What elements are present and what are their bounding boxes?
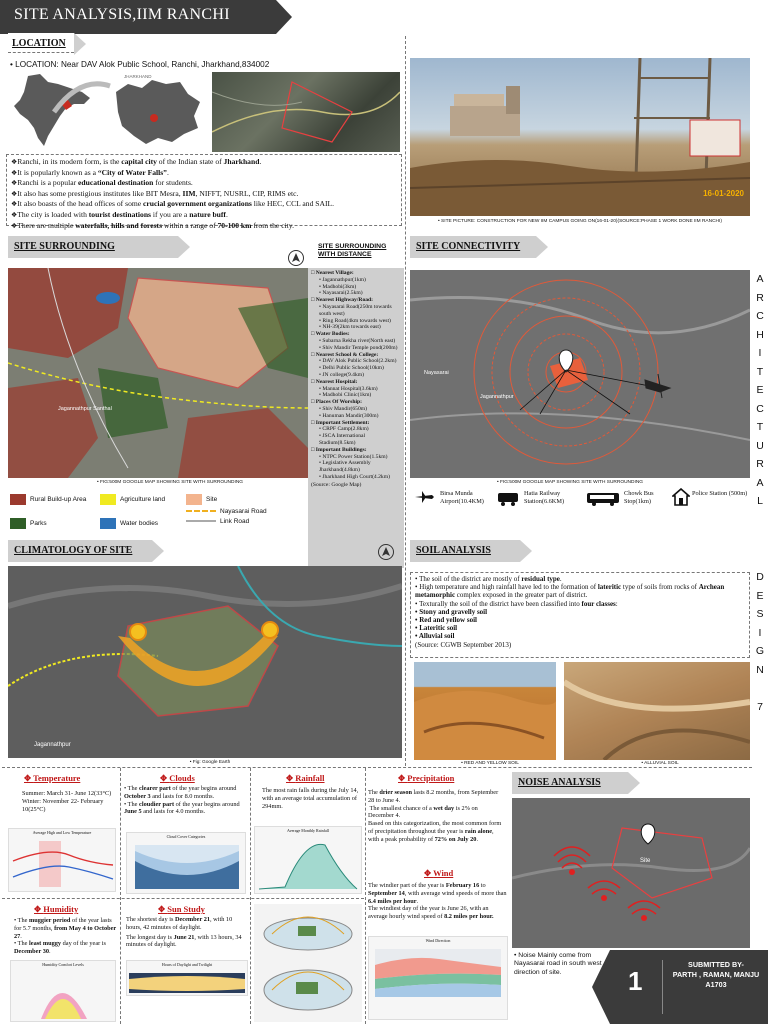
divider	[250, 768, 251, 1024]
airport-label: Birsa Munda Airport(10.4KM)	[440, 490, 484, 505]
distance-item: • Subarna Rekha river(North east)	[319, 337, 396, 344]
sheet-number: 1	[628, 966, 643, 996]
chart-title: Humidity Comfort Levels	[42, 962, 84, 967]
clouds-title: ✥ Clouds	[160, 773, 195, 783]
climatology-heading: CLIMATOLOGY OF SITE	[8, 540, 152, 562]
soil-bullet-1: • The soil of the district are mostly of residual type.	[415, 575, 562, 583]
connectivity-legend	[412, 488, 752, 512]
distance-item: • Jharkhand High Court(4.2km)	[319, 473, 390, 480]
divider	[2, 767, 752, 768]
chart-title: Average High and Low Temperature	[32, 830, 92, 835]
wind-text: The windier part of the year is February 16 to September 14, with average wind speeds of more than 6.4 miles per hour. The windiest day of the year is June 26, with an average hourly wind speed of 8.2 miles per hour.	[368, 882, 507, 921]
location-heading: LOCATION	[8, 33, 74, 55]
chart-title: Cloud Cover Categories	[166, 834, 206, 839]
distance-group-heading: □ Places Of Worship:	[311, 399, 362, 406]
precipitation-text: The drier season lasts 8.2 months, from September 28 to June 4. The smallest chance of a wet day is 2% on December 4. Based on this categorization, the most common form of precipitation throughout the year is rain alone, with a peak probability of 72% on July 20.	[368, 789, 502, 843]
distance-list	[308, 268, 404, 568]
soil-class: • Red and yellow soil	[415, 616, 477, 625]
soil-class: • Alluvial soil	[415, 632, 455, 641]
photo-caption: • SITE PICTURE: CONSTRUCTION FOR NEW IIM CAMPUS GOING ON(16-01-20)(SOURCE:PHASE 1 WORK DONE IIM RANCHI)	[438, 219, 722, 224]
distance-group-heading: □ Nearest Village:	[311, 270, 354, 276]
humidity-text: • The muggier period of the year lasts for 5.7 months, from May 4 to October 27. • The least muggy day of the year is December 30.	[14, 917, 117, 956]
distance-item: • Madhobi(3km)	[319, 283, 357, 290]
soil-classes	[415, 608, 745, 641]
soil-source: (Source: CGWB September 2013)	[415, 640, 512, 649]
clouds-chart	[126, 832, 246, 894]
humidity-title: ✥ Humidity	[34, 904, 79, 914]
connectivity-map	[410, 270, 750, 478]
submitted-by: SUBMITTED BY- PARTH , RAMAN, MANJU A1703	[672, 960, 760, 989]
humidity-chart	[10, 960, 116, 1022]
distance-item: • Jagannathpur(1km)	[319, 276, 366, 283]
map-label: Nayasarai	[424, 370, 449, 376]
soil-class: • Lateritic soil	[415, 624, 458, 633]
noise-heading: NOISE ANALYSIS	[512, 772, 628, 794]
rainfall-chart	[254, 826, 362, 894]
map-arrow	[52, 76, 112, 116]
rainfall-title: ✥ Rainfall	[286, 773, 325, 783]
distance-group-heading: □ Nearest School & College:	[311, 351, 379, 358]
divider	[120, 768, 121, 1024]
sun-study-text: The shortest day is December 21, with 10 hours, 42 minutes of daylight. The longest day is June 21, with 13 hours, 34 minutes of daylight.	[126, 916, 242, 949]
divider	[365, 768, 366, 1024]
divider	[405, 36, 406, 766]
soil-text	[410, 572, 750, 658]
side-letter: D	[756, 571, 764, 583]
red-yellow-soil-photo	[414, 662, 556, 760]
chart-title: Average Monthly Rainfall	[287, 828, 329, 833]
climatology-map	[8, 566, 402, 758]
bullet-2: ❖ It is popularly known as a “City of Water Falls”.	[11, 168, 397, 179]
side-letter: A	[756, 476, 764, 489]
distance-item: • Legislative Assembly Jharkhand(4.8km)	[319, 460, 371, 474]
site-connectivity-heading: SITE CONNECTIVITY	[410, 236, 536, 258]
side-letter: R	[756, 291, 764, 304]
legend-site: Site	[186, 494, 217, 505]
side-letter: E	[756, 384, 764, 396]
distance-item: • JSCA International Stadium(8.5km)	[319, 433, 366, 446]
map-caption: • FIG:500M GOOGLE MAP SHOWING SITE WITH SURROUNDING	[496, 480, 644, 485]
airplane-icon	[414, 490, 434, 509]
distance-item: • Nayasarai(2.5km)	[319, 290, 363, 297]
legend-rural: Rural Build-up Area	[10, 494, 86, 505]
legend-agriculture: Agriculture land	[100, 494, 165, 505]
side-letter: A	[756, 273, 764, 285]
distance-item: • NTPC Power Station(1.5km)	[319, 453, 388, 460]
rainfall-text: The most rain falls during the July 14, with an average total accumulation of 294mm.	[262, 787, 359, 810]
train-icon	[496, 490, 520, 511]
divider	[8, 52, 74, 53]
soil-caption-2: • ALLUVIAL SOIL	[641, 761, 679, 766]
distance-item: • Shiv Mandir(650m)	[319, 405, 367, 412]
bullet-3: ❖ Ranchi is a popular educational destination for students.	[11, 178, 397, 189]
wind-chart	[368, 936, 508, 1020]
clouds-text: • The clearer part of the year begins around October 3 and lasts for 8.0 months. • The cloudier part of the year begins around June 5 and lasts for 4.0 months.	[124, 785, 240, 816]
temperature-text: Summer: March 31- June 12(33°C) Winter: November 22- February 10(25°C)	[22, 790, 112, 813]
chart-title: Hours of Daylight and Twilight	[161, 962, 213, 967]
side-letter: R	[756, 458, 764, 470]
map-label: Site	[640, 858, 651, 864]
soil-caption-1: • RED AND YELLOW SOIL	[461, 761, 519, 766]
soil-class: • Stony and gravelly soil	[415, 607, 488, 616]
map-caption: • Fig: Google Earth	[189, 760, 231, 765]
location-bullets	[6, 154, 402, 230]
bullet-7: ❖ There are multiple waterfalls, hills and forests within a range of 70-100 km from the city.	[11, 221, 397, 232]
temperature-title: ✥ Temperature	[24, 773, 81, 783]
sun-path-diagram	[254, 904, 362, 1022]
bus-icon	[586, 492, 620, 511]
distance-item: • NH-39(2km towards east)	[319, 324, 381, 331]
noise-text: • Noise Mainly come from Nayasarai road in south west direction of site.	[514, 952, 602, 976]
sun-study-title: ✥ Sun Study	[158, 904, 205, 914]
north-arrow-icon	[288, 250, 304, 266]
north-arrow-icon	[378, 544, 394, 560]
bullet-6: ❖ The city is loaded with tourist destinations if you are a nature buff.	[11, 210, 397, 221]
surrounding-legend	[10, 490, 310, 530]
soil-bullet-3: • Texturally the soil of the district have been classified into four classes:	[415, 599, 618, 608]
side-letter: N	[756, 663, 764, 676]
surrounding-map	[8, 268, 308, 478]
chart-title: Wind Direction	[425, 938, 451, 943]
map-caption: • FIG:500M GOOGLE MAP SHOWING SITE WITH SURROUNDING	[96, 480, 244, 485]
bullet-1: ❖ Ranchi, in its modern form, is the capital city of the Indian state of Jharkhand.	[11, 157, 397, 168]
side-text-design	[752, 568, 768, 716]
distance-item: • Delhi Public School(10km)	[319, 365, 384, 372]
distance-group-heading: □ Important Buildings:	[311, 446, 367, 453]
distance-item: • CRPF Camp(2.8km)	[319, 426, 369, 433]
side-text-architectural	[752, 270, 768, 511]
legend-water: Water bodies	[100, 518, 158, 529]
distance-item: • Shiv Mandir Temple pond(200m)	[319, 344, 398, 351]
site-surrounding-heading: SITE SURROUNDING	[8, 236, 178, 258]
divider	[662, 960, 663, 1014]
page-title: SITE ANALYSIS,IIM RANCHI	[0, 0, 276, 34]
side-letter: I	[758, 347, 762, 359]
map-label: JHARKHAND	[124, 74, 152, 79]
railway-label: Hatia Railway Station(6.6KM)	[524, 490, 565, 505]
side-letter	[752, 679, 768, 698]
wind-title: ✥ Wind	[424, 868, 454, 878]
alluvial-soil-photo	[564, 662, 750, 760]
side-letter: T	[756, 421, 764, 433]
distance-item: • DAV Alok Public School(2.2km)	[319, 358, 397, 365]
bus-stop-label: Chowk Bus Stop(1km)	[624, 490, 654, 505]
sun-study-chart	[126, 960, 248, 996]
distance-source: (Source: Google Map)	[311, 481, 362, 488]
side-letter: G	[755, 645, 765, 657]
legend-parks: Parks	[10, 518, 47, 529]
legend-link-road: Link Road	[186, 518, 249, 525]
side-letter: L	[757, 495, 763, 507]
site-distance-heading: SITE SURROUNDING WITH DISTANCE	[318, 243, 387, 258]
distance-group-heading: □ Nearest Highway/Road:	[311, 297, 374, 304]
soil-bullet-2: • High temperature and high rainfall have led to the formation of lateritic type of soils from rocks of Archean metamorphic complex exposed in the greater part of district.	[415, 583, 725, 600]
noise-map	[512, 798, 750, 948]
location-address: • LOCATION: Near DAV Alok Public School, Ranchi, Jharkhand,834002	[10, 60, 270, 69]
side-letter: I	[758, 626, 762, 639]
bullet-5: ❖ It also boasts of the head offices of some crucial government organizations like HEC, CCL and SAIL.	[11, 199, 397, 210]
distance-list-items	[311, 270, 401, 481]
police-station-icon	[672, 488, 690, 511]
distance-item: • Mannat Hospital(3.6km)	[319, 385, 378, 392]
legend-nayasarai-road: Nayasarai Road	[186, 508, 267, 515]
satellite-image	[212, 72, 400, 152]
map-label: Jagannathpur Santhal	[58, 406, 112, 412]
map-label: Jagannathpur	[480, 394, 514, 400]
map-label: Jagannathpur	[34, 742, 71, 748]
distance-group-heading: □ Water Bodies:	[311, 331, 350, 338]
photo-date: 16-01-2020	[703, 189, 744, 198]
bullet-4: ❖ It also has some prestigious institutes like BIT Mesra, IIM, NIFFT, NUSRL, CIP, RIMS etc.	[11, 189, 397, 200]
side-letter: S	[756, 608, 764, 620]
distance-item: • Hanuman Mandir(300m)	[319, 412, 379, 419]
distance-item: • Nayasarai Road(250m towards south west)	[319, 303, 392, 317]
side-letter: C	[756, 402, 764, 415]
distance-item: • JN college(9.4km)	[319, 371, 364, 378]
side-letter: C	[756, 310, 764, 322]
footer-block	[610, 950, 768, 1024]
side-letter: 7	[757, 700, 763, 713]
site-photo	[410, 58, 750, 216]
side-letter: E	[756, 589, 764, 602]
distance-group-heading: □ Important Settlement:	[311, 419, 370, 426]
jharkhand-map	[108, 72, 206, 150]
soil-heading: SOIL ANALYSIS	[410, 540, 520, 562]
distance-group-heading: □ Nearest Hospital:	[311, 378, 358, 385]
police-label: Police Station (500m)	[692, 490, 748, 497]
distance-item: • Ring Road(4km towards west)	[319, 317, 391, 324]
side-letter: H	[756, 328, 764, 341]
distance-item: • Madhobi Clinic(1km)	[319, 392, 372, 399]
side-letter: U	[756, 439, 764, 452]
temperature-chart	[8, 828, 116, 892]
precipitation-title: ✥ Precipitation	[398, 773, 455, 783]
side-letter: T	[756, 365, 764, 378]
